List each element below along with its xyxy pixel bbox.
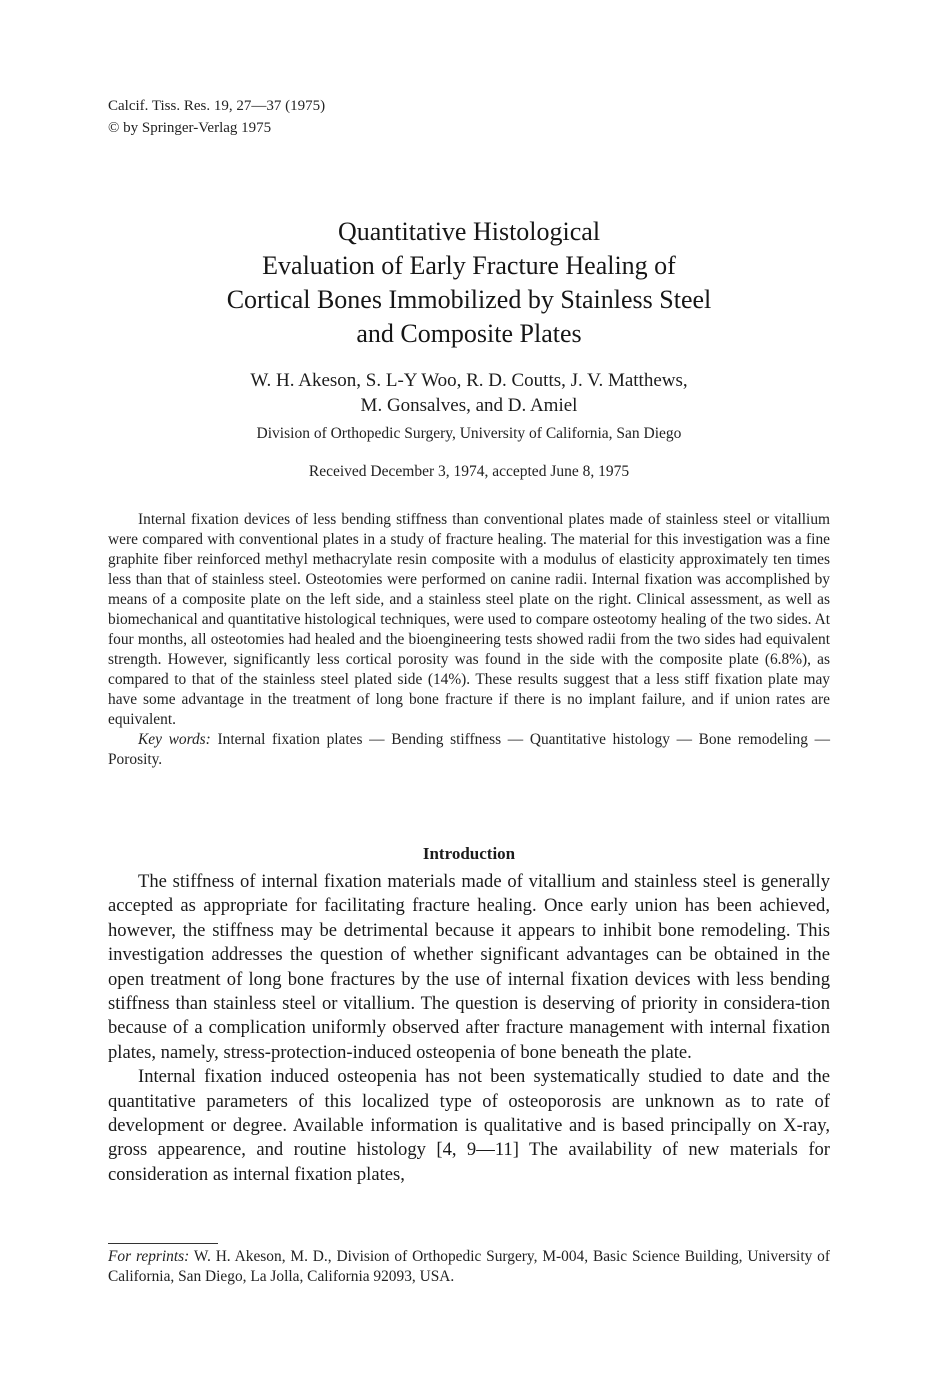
author-list: [108, 368, 830, 418]
copyright-line: © by Springer-Verlag 1975: [108, 120, 272, 136]
intro-paragraph-2: Internal fixation induced osteopenia has not been systematically studied to date and the quantitative parameters of this localized type of osteoporosis are unknown as to rate of development or degree. Available information is qualitative and is based principally on X-ray, gross appearence, and routine histology [4, 9—11] The availability of new materials for consideration as internal fixation plates,: [108, 1066, 830, 1185]
keywords-label: Key words:: [138, 731, 211, 748]
abstract: [108, 510, 830, 770]
abstract-text: Internal fixation devices of less bending stiffness than conventional plates made of stainless steel or vitallium were compared with conventional plates in a study of fracture healing. The material for this investigation was a fine graphite fiber reinforced methyl methacrylate resin composite with a modulus of elasticity approximately ten times less than that of stainless steel. Osteotomies were performed on canine radii. Internal fixation was accomplished by means of a composite plate on the left side, and a stainless steel plate on the right. Clinical assessment, as well as biomechanical and quantitative histological techniques, were used to compare osteotomy healing of the two sides. At four months, all osteotomies had healed and the bioengineering tests showed radii from the two sides had equivalent strength. However, significantly less cortical porosity was found in the side with the composite plate (6.8%), as compared to that of the stainless steel plated side (14%). These results suggest that a less stiff fixation plate may have some advantage in the treatment of long bone fracture if there is no implant failure, and if union rates are equivalent.: [108, 511, 830, 728]
introduction-body: [108, 870, 830, 1187]
journal-citation: Calcif. Tiss. Res. 19, 27—37 (1975): [108, 98, 326, 114]
title-line-1: Quantitative Histological: [337, 217, 601, 246]
affiliation: Division of Orthopedic Surgery, University of California, San Diego: [256, 425, 682, 442]
keywords: [108, 730, 830, 770]
received-dates: Received December 3, 1974, accepted June 8, 1975: [308, 463, 630, 480]
authors-line-1: W. H. Akeson, S. L-Y Woo, R. D. Coutts, J. V. Matthews,: [250, 370, 688, 391]
introduction-heading: Introduction: [422, 844, 516, 863]
title-line-2: Evaluation of Early Fracture Healing of: [262, 251, 676, 280]
title-line-3: Cortical Bones Immobilized by Stainless Steel: [226, 285, 712, 314]
article-title: [108, 215, 830, 351]
footnote-divider: [108, 1243, 218, 1244]
footnote-text: W. H. Akeson, M. D., Division of Orthopedic Surgery, M-004, Basic Science Building, University of California, San Diego, La Jolla, California 92093, USA.: [108, 1248, 830, 1285]
reprint-footnote: [108, 1247, 830, 1287]
footnote-label: For reprints:: [108, 1248, 190, 1265]
keywords-text: Internal fixation plates — Bending stiffness — Quantitative histology — Bone remodeling — Porosity.: [108, 731, 830, 768]
authors-line-2: M. Gonsalves, and D. Amiel: [360, 395, 578, 416]
title-line-4: and Composite Plates: [356, 319, 582, 348]
intro-paragraph-1: The stiffness of internal fixation materials made of vitallium and stainless steel is generally accepted as appropriate for facilitating fracture healing. Once early union has been achieved, however, the stiffness may be detrimental because it appears to inhibit bone remodeling. This investigation addresses the question of whether significant advantages can be obtained in the open treatment of long bone fractures by the use of internal fixation devices with less bending stiffness than stainless steel or vitallium. The question is deserving of priority in considera-tion because of a complication uniformly observed after fracture management with internal fixation plates, namely, stress-protection-induced osteopenia of bone beneath the plate.: [108, 871, 830, 1063]
journal-header: [108, 95, 325, 139]
